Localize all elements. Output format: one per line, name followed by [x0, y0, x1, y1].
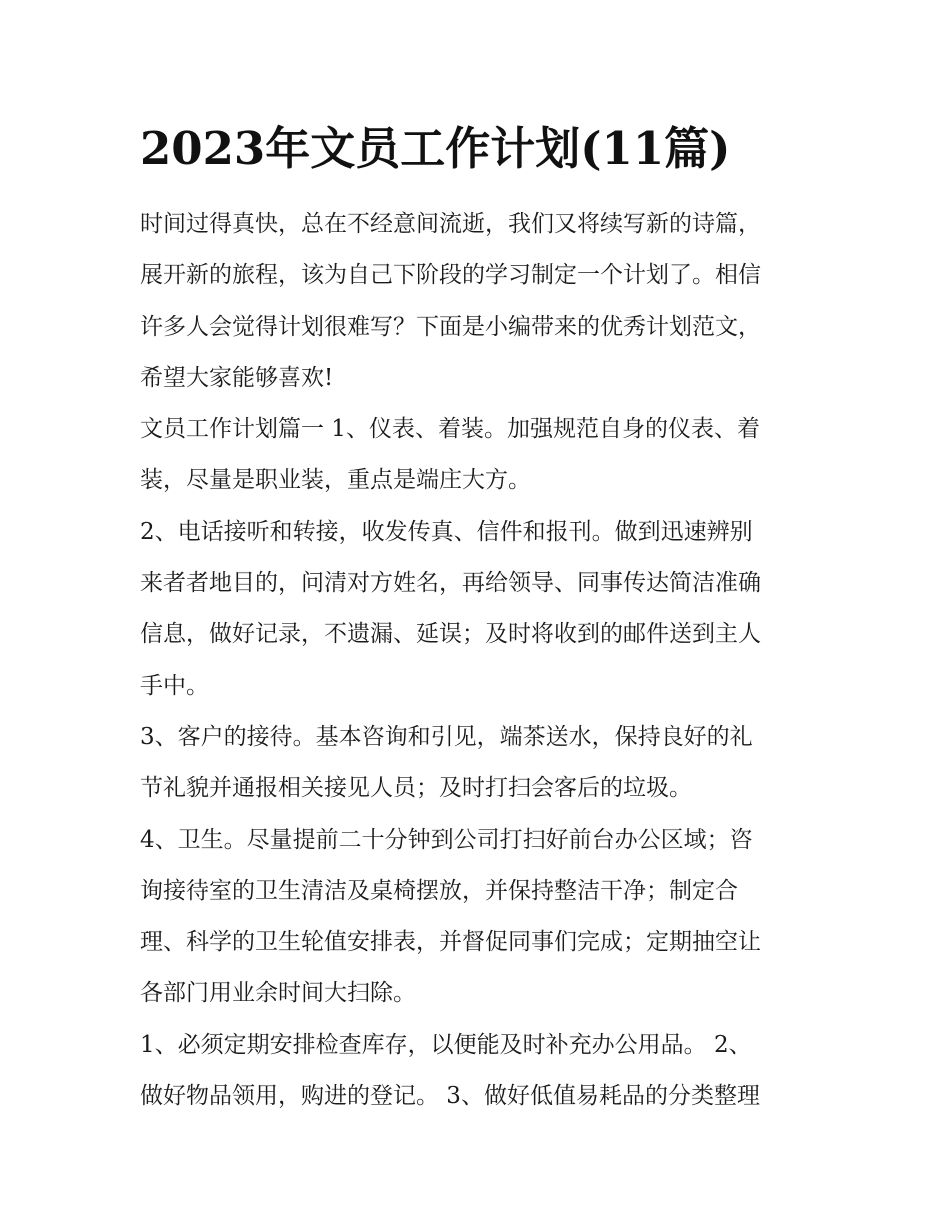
paragraph-item-4 [140, 815, 812, 1020]
text-line: 时间过得真快，总在不经意间流逝，我们又将续写新的诗篇， [140, 211, 761, 237]
text-line: 许多人会觉得计划很难写？下面是小编带来的优秀计划范文， [140, 313, 761, 340]
document-body [140, 199, 812, 1122]
text-line: 做好物品领用，购进的登记。 3、做好低值易耗品的分类整理 [140, 1083, 760, 1110]
text-line: 2、电话接听和转接，收发传真、信件和报刊。做到迅速辨别 [140, 518, 753, 545]
text-line: 装，尽量是职业装，重点是端庄大方。 [140, 467, 531, 494]
text-line: 1、必须定期安排检查库存，以便能及时补充办公用品。 2、 [140, 1031, 752, 1058]
text-line: 3、客户的接待。基本咨询和引见，端茶送水，保持良好的礼 [140, 723, 753, 750]
paragraph-plan-one [140, 404, 812, 507]
text-line: 文员工作计划篇一 1、仪表、着装。加强规范自身的仪表、着 [140, 416, 760, 443]
paragraph-item-2 [140, 507, 812, 712]
paragraph-item-3 [140, 712, 812, 815]
text-line: 手中。 [140, 672, 209, 699]
text-line: 希望大家能够喜欢! [140, 364, 334, 391]
text-line: 询接待室的卫生清洁及桌椅摆放，并保持整洁干净；制定合 [140, 877, 738, 904]
text-line: 理、科学的卫生轮值安排表，并督促同事们完成；定期抽空让 [140, 929, 761, 956]
paragraph-intro [140, 199, 812, 404]
text-line: 节礼貌并通报相关接见人员；及时打扫会客后的垃圾。 [140, 775, 692, 802]
text-line: 信息，做好记录，不遗漏、延误；及时将收到的邮件送到主人 [140, 621, 761, 648]
text-line: 来者者地目的，问清对方姓名，再给领导、同事传达简洁准确 [140, 570, 761, 597]
text-line: 各部门用业余时间大扫除。 [140, 980, 416, 1007]
document-title: 2023年文员工作计划(11篇) [140, 122, 731, 175]
paragraph-supplies [140, 1020, 812, 1123]
text-line: 展开新的旅程，该为自己下阶段的学习制定一个计划了。相信 [140, 262, 761, 289]
text-line: 4、卫生。尽量提前二十分钟到公司打扫好前台办公区域；咨 [140, 826, 753, 853]
